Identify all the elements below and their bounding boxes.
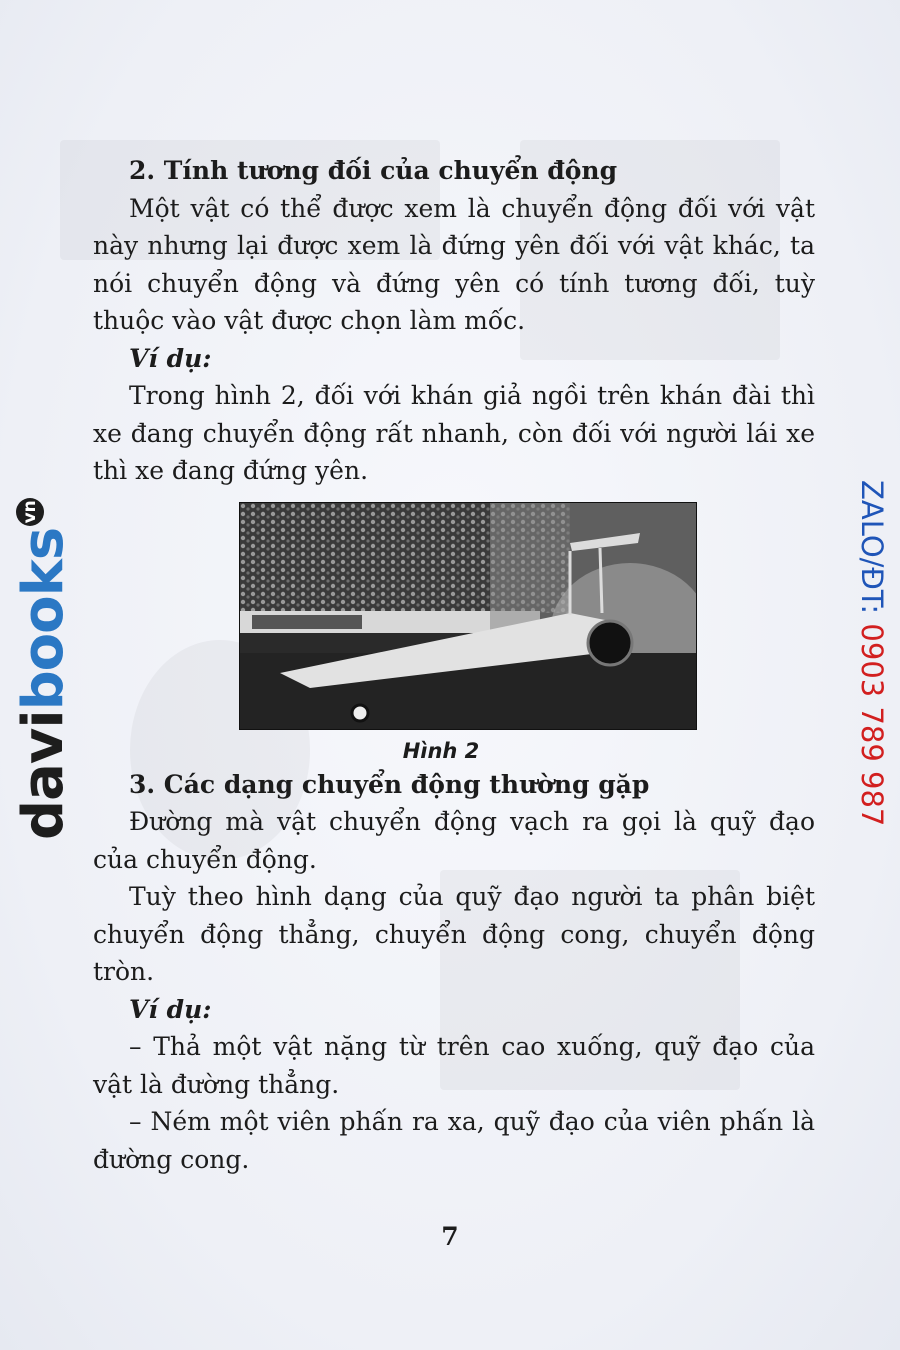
rear-wheel (588, 621, 632, 665)
contact-label: ZALO/ĐT: (855, 480, 889, 624)
section-3-example-1: – Thả một vật nặng từ trên cao xuống, quỹ đạo của vật là đường thẳng. (93, 1032, 815, 1099)
figure-caption: Hình 2 (402, 738, 480, 763)
brand-text-davi: davi (11, 710, 76, 840)
section-2-paragraph: Một vật có thể được xem là chuyển động đối với vật này nhưng lại được xem là đứng yên đối với vật khác, ta nói chuyển động và đứng yên có tính tương đối, tuỳ thuộc vào vật được chọn làm mốc. (93, 193, 815, 335)
section-2-example-text: Trong hình 2, đối với khán giả ngồi trên khán đài thì xe đang chuyển động rất nhanh, còn đối với người lái xe thì xe đang đứng yên. (93, 381, 815, 485)
section-3-example-2: – Ném một viên phấn ra xa, quỹ đạo của viên phấn là đường cong. (93, 1107, 815, 1174)
davibooks-watermark (11, 498, 76, 840)
brand-superscript-badge: vn (16, 498, 44, 526)
brand-text-books: books (11, 527, 76, 711)
section-2-heading: 2. Tính tương đối của chuyển động (129, 156, 618, 185)
page-number: 7 (441, 1222, 459, 1251)
section-3-example-label: Ví dụ: (129, 994, 212, 1024)
section-2-example-label: Ví dụ: (129, 343, 212, 373)
contact-watermark (855, 480, 889, 826)
page-content (93, 152, 815, 1178)
section-3-paragraph-2: Tuỳ theo hình dạng của quỹ đạo người ta phân biệt chuyển động thẳng, chuyển động cong, chuyển động tròn. (93, 882, 815, 986)
section-3-paragraph-1: Đường mà vật chuyển động vạch ra gọi là quỹ đạo của chuyển động. (93, 807, 815, 874)
contact-number: 0903 789 987 (855, 623, 889, 827)
race-car-photo-drawing (240, 503, 696, 729)
race-car-photo (239, 502, 697, 730)
section-3-heading: 3. Các dạng chuyển động thường gặp (129, 769, 650, 799)
track-marker (352, 705, 368, 721)
